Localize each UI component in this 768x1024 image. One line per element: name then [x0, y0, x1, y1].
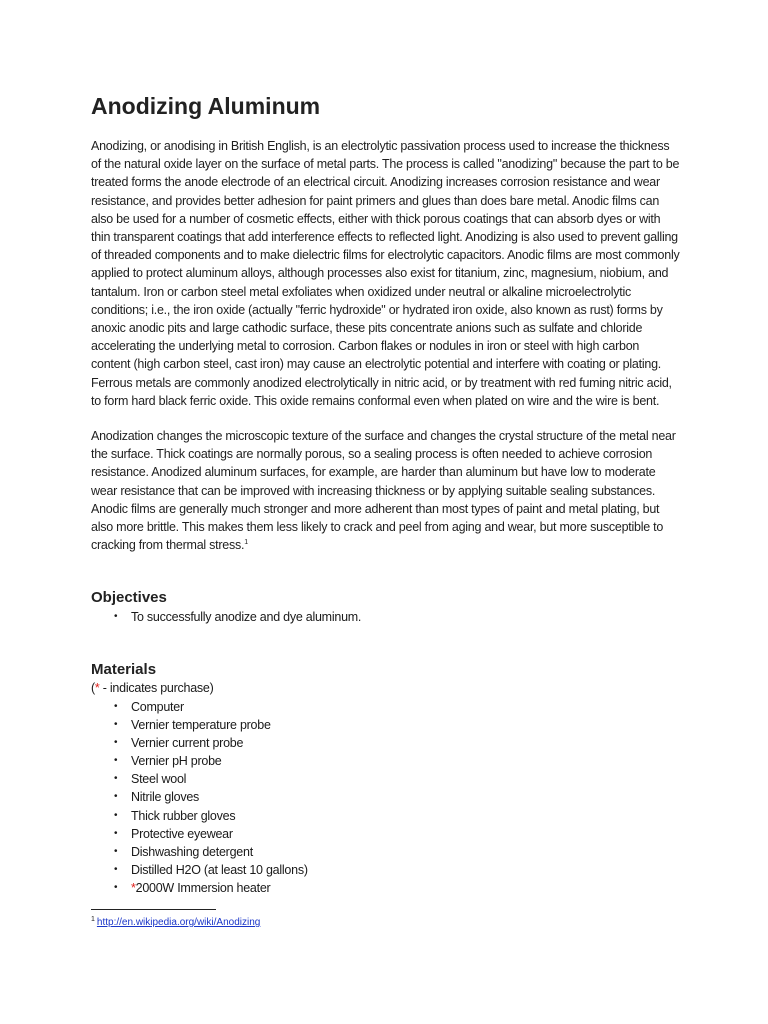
list-item-text: To successfully anodize and dye aluminum. [131, 610, 362, 624]
list-item-text: Nitrile gloves [131, 790, 200, 805]
footnote-mark: 1 [91, 915, 95, 923]
bullet-icon: • [114, 845, 118, 857]
list-item-text: Computer [131, 700, 184, 714]
list-item-text: Vernier current probe [131, 736, 244, 751]
bullet-icon: • [114, 611, 118, 622]
purchase-marker: * [94, 681, 100, 695]
bullet-icon: • [114, 755, 118, 767]
purchase-note-open: ( [91, 681, 95, 695]
page-title: Anodizing Aluminum [91, 93, 321, 119]
purchase-note-text: - indicates purchase) [99, 681, 214, 695]
bullet-icon: • [114, 701, 118, 712]
objectives-heading: Objectives [91, 589, 167, 606]
list-item [91, 825, 308, 843]
footnote-link[interactable]: http://en.wikipedia.org/wiki/Anodizing [96, 917, 261, 928]
bullet-icon: • [114, 809, 118, 821]
footnote-divider [91, 909, 216, 910]
list-item-text: Distilled H2O (at least 10 gallons) [131, 862, 308, 877]
intro-paragraph [91, 137, 681, 410]
footnote-reference: 1 [244, 539, 248, 547]
list-item-text: 2000W Immersion heater [135, 880, 271, 895]
list-item-text: Steel wool [131, 772, 187, 787]
list-item [91, 879, 308, 897]
second-paragraph-text: Anodization changes the microscopic texture of the surface and changes the crystal structure of the metal near the surface. Thick coatings are normally porous, so a sealing process is often needed to achieve corrosion resistance. Anodized aluminum surfaces, for example, are harder than aluminum but have low to moderate wear resistance that can be improved with increasing thickness or by applying suitable sealing substances. Anodic films are generally much stronger and more adherent than most types of paint and metal plating, but also more brittle. This makes them less likely to crack and peel from aging and wear, but more susceptible to cracking from thermal stress. [91, 429, 676, 553]
list-item [91, 807, 308, 825]
materials-list [91, 698, 308, 897]
purchase-note [91, 681, 214, 695]
bullet-icon: • [114, 827, 118, 839]
footnote [91, 917, 260, 928]
list-item [91, 734, 308, 752]
objectives-list [91, 608, 361, 626]
list-item-text: Thick rubber gloves [131, 808, 236, 823]
bullet-icon: • [114, 737, 118, 749]
purchase-marker: * [131, 880, 136, 895]
list-item [91, 788, 308, 806]
list-item-text: Dishwashing detergent [131, 844, 253, 859]
list-item [91, 716, 308, 734]
materials-heading: Materials [91, 661, 157, 678]
list-item [91, 608, 361, 626]
bullet-icon: • [114, 773, 118, 785]
bullet-icon: • [114, 881, 118, 893]
bullet-icon: • [114, 791, 118, 803]
intro-paragraph-text: Anodizing, or anodising in British English, is an electrolytic passivation process used to increase the thickness of the natural oxide layer on the surface of metal parts. The process is called "anodizing" because the part to be treated forms the anode electrode of an electrical circuit. Anodizing increases corrosion resistance and wear resistance, and provides better adhesion for paint primers and glues than does bare metal. Anodic films can also be used for a number of cosmetic effects, either with thick porous coatings that can absorb dyes or with thin transparent coatings that add interference effects to reflected light. Anodizing is also used to prevent galling of threaded components and to make dielectric films for electrolytic capacitors. Anodic films are most commonly applied to protect aluminum alloys, although processes also exist for titanium, zinc, magnesium, niobium, and tantalum. Iron or carbon steel metal exfoliates when oxidized under neutral or alkaline microelectrolytic conditions; i.e., the iron oxide (actually "ferric hydroxide" or hydrated iron oxide, also known as rust) forms by anoxic anodic pits and large cathodic surface, these pits concentrate anions such as sulfate and chloride accelerating the underlying metal to corrosion. Carbon flakes or nodules in iron or steel with high carbon content (high carbon steel, cast iron) may cause an electrolytic potential and interfere with coating or plating. Ferrous metals are commonly anodized electrolytically in nitric acid, or by treatment with red fuming nitric acid, to form hard black ferric oxide. This oxide remains conformal even when plated on wire and the wire is bent. [91, 139, 680, 408]
second-paragraph [91, 427, 681, 554]
list-item [91, 861, 308, 879]
list-item-text: Vernier pH probe [131, 754, 222, 769]
bullet-icon: • [114, 863, 118, 875]
list-item [91, 752, 308, 770]
bullet-icon: • [114, 719, 118, 731]
list-item-text: Protective eyewear [131, 826, 233, 841]
list-item [91, 770, 308, 788]
list-item [91, 698, 308, 716]
list-item [91, 843, 308, 861]
list-item-text: Vernier temperature probe [131, 718, 271, 733]
